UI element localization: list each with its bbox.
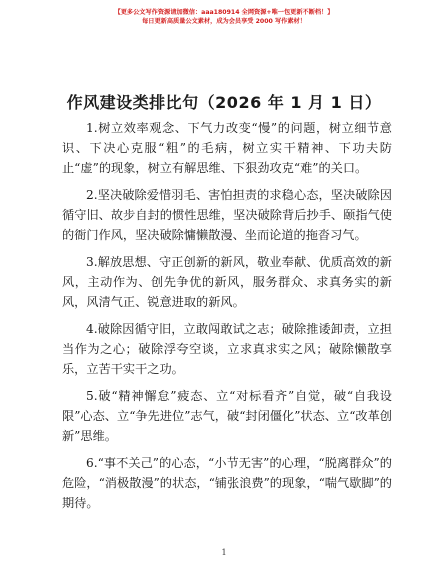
promo-header: [0, 8, 448, 26]
page-number: 1: [221, 548, 227, 557]
paragraph-6: 6.“事不关己”的心态，“小节无害”的心理，“脱离群众”的危险，“消极散漫”的状态，“铺张浪费”的现象，“喘气歇脚”的期待。: [62, 456, 392, 510]
paragraph-5: 5.破“精神懈怠”疲态、立“对标看齐”自觉，破“自我设限”心态、立“争先进位”志气，破“封闭僵化”状态、立“改革创新”思维。: [62, 389, 392, 443]
paragraph-4: 4.破除因循守旧，立敢闯敢试之志；破除推诿卸责，立担当作为之心；破除浮夸空谈，立求真求实之风；破除懒散享乐，立苦干实干之功。: [62, 322, 392, 376]
paragraph-2: 2.坚决破除爱惜羽毛、害怕担责的求稳心态，坚决破除因循守旧、故步自封的惯性思维，坚决破除背后抄手、颐指气使的衙门作风，坚决破除慵懒散漫、坐而论道的拖沓习气。: [62, 188, 392, 242]
paragraph-1: 1.树立效率观念、下气力改变“慢”的问题，树立细节意识、下决心克服“粗”的毛病，树立实干精神、下功夫防止“虚”的现象，树立有解思维、下狠劲攻克“难”的关口。: [62, 121, 392, 175]
promo-line-1: 【更多公文写作资源请加微信：aaa180914 全网资源+唯一包更新不断档！】: [114, 9, 334, 16]
paragraph-3: 3.解放思想、守正创新的新风，敬业奉献、优质高效的新风，主动作为、创先争优的新风，服务群众、求真务实的新风，风清气正、锐意进取的新风。: [62, 255, 392, 309]
document-body: [62, 118, 392, 520]
document-title: 作风建设类排比句（2026 年 1 月 1 日）: [66, 93, 382, 112]
promo-line-2: 每日更新高质量公文素材，成为会员享受 2000 写作素材！: [142, 18, 306, 25]
